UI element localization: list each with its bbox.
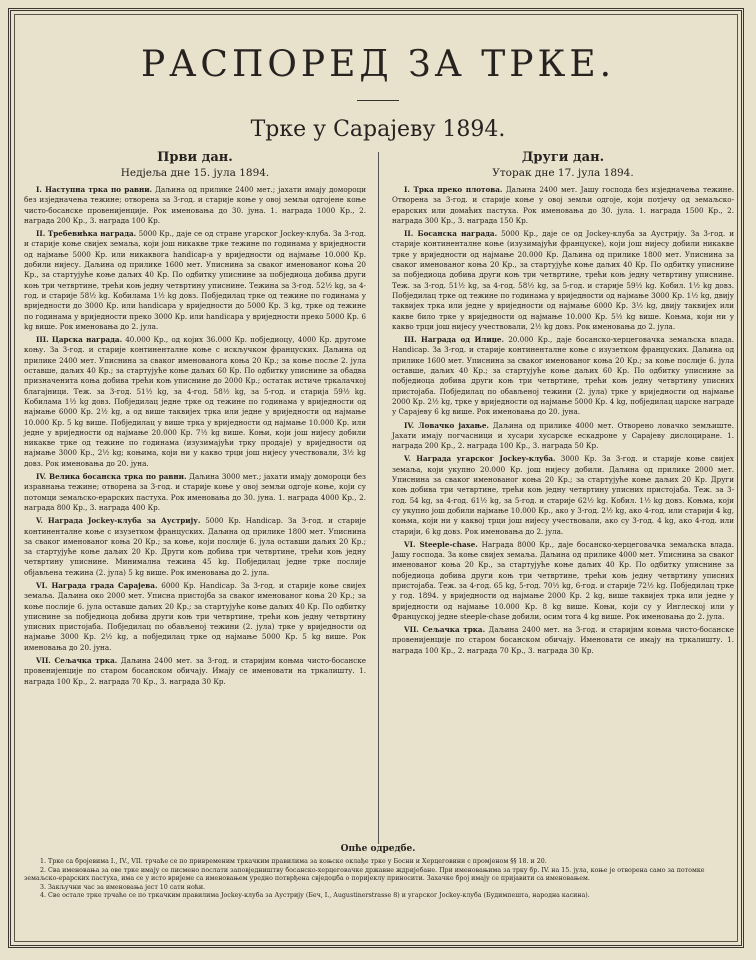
race-text: 6000 Кр. Handicap. За 3-год. и старије коње свијех земаља. Даљина око 2000 мет. Уписна пристојба за сваког именованог коња 20 Кр.; за коње послије 6. јула оставше даљих 20 Кр.; за стартујуће коње даљих 40 Кр. По одбитку уписнине за побједиоца добива други коњ три четвртине, трећи коњ једну четвртину уписних пристојаба. Побједилац по обављеној тежини (2. јула) трке у вриједности од најмање 3000 Кр. 2½ kg, а побједилац трке од најмање 5000 Кр. 5 kg више. Рок именовања до 20. јуна. bbox=[24, 580, 366, 652]
race-entry bbox=[392, 540, 734, 622]
race-entry bbox=[392, 229, 734, 332]
race-entry bbox=[24, 516, 366, 578]
race-entry bbox=[24, 229, 366, 332]
race-text: 3000 Кр. За 3-год. и старије коње свијех земаља, који укупно 20.000 Кр. још нијесу добили. Даљина од прилике 2000 мет. Уписнина за сваког именованог коња 20 Кр.; за стартујуће коње даљих 20 Кр. Други коњ добива три четвртине, трећи коњ једну четвртину уписних пристојаба. Теж. за 3-год. 54 kg, за 4-год. 61½ kg, за 5-год. и старије 62½ kg. Кобил. 1½ kg довз. Коњма, који су укупно још добили најмање 10.000 Кр., ако у 3-год. 2½ kg, ако 4-год. или старији 4 kg, коњма, који ни у каквој трци још нијесу учествовали, ако су 3-год. 4 kg, ако 4-год. или старији, 6 kg довз. Рок именовања до 2. јула. bbox=[392, 454, 734, 536]
page-title: РАСПОРЕД ЗА ТРКЕ. bbox=[140, 44, 616, 85]
race-text: Даљина 2400 мет. на 3-год. и старијим коњма чисто-босанске провенијенције по старом босанском обичају. Именовати се имају на тркалишту. 1. награда 100 Кр., 2. награда 70 Кр., 3. награда 30 Кр. bbox=[392, 625, 734, 655]
race-text: Награда 8000 Кр., даје босанско-херцеговачка земаљска влада. Јашу господа. За коње свијех земаља. Даљина од прилике 4000 мет. Уписнина за сваког именованог коња 20 Кр., за стартујуће коње даљих 40 Кр. По одбитку уписнине за побједиоца добива други коњ три четвртине, трећи коњ једну четвртину уписних пристојаба. Теж. за 4-год. 65 kg, 5-год. 70½ kg, 6-год. и старије 72½ kg. Побједилац трке у год. 1894. у вриједности од најмање 2000 Кр. 2 kg, више таквијех трка или једне у вриједности од најмање 10.000 Кр. 8 kg више. Коњи, који су у Инглеској или у Француској једне steeple-chase добили, осим тога 4 kg више. Рок именовања до 2. јула. bbox=[392, 539, 734, 621]
provision-item: 3. Закључни час за именовања јест 10 сати ноћи. bbox=[40, 883, 206, 891]
race-entry bbox=[392, 335, 734, 417]
provision-item: 2. Сва именовања за ове трке имају се писмено послати заповједништву босанско-херцеговачке државне ждријебане. При именовањима за трку бр. IV. на 15. јула, коње је отворена само за потомке земаљско-ерарских пастуха, има се у исто вријеме са именовањем уредно потврђена свједоџба о поријеклу приносити. Захачке број имају се пријавити са именовањем. bbox=[24, 866, 705, 883]
title-divider bbox=[357, 100, 399, 101]
race-text: 40.000 Кр., од којих 36.000 Кр. побједиоцу, 4000 Кр. другоме коњу. За 3-год. и старије континенталне коње с искључком француских. Даљина од прилике 2400 мет. Уписнина за сваког именованога коња 20 Кр.; за коње посље 2. јула оставше, даљих 40 Кр.; за стартујуће коње даљих 60 Кр. По одбитку уписнине за обадва призначенита коња добива трећи коњ уписнине до 2000 Кр.; остатак истиче тркалачкој благајници. Теж. за 3-год. 51½ kg, за 4-год. 58½ kg, за 5-год. и старија 59½ kg. Кобилама 1½ kg довз. Побједилац једне трке од тежине по годинама у вриједности од најмање 6000 Кр. 2½ kg, а од више таквијех трка или једне у вриједности од најмање 10.000 Кр. 5 kg више. Побједилац у више трка у вриједности од најмање 10.000 Кр. или једне у вриједности од најмање 20.000 Кр. 7½ kg више. Коњи, који још нијесу добили никакве трке од тежине по годинама (изузимајући трку продаје) у вриједности од најмање 3000 Кр., 2½ kg; коњима, који ни у какво трци још нијесу учествовали, 3½ kg довз. Рок именовања до 20. јуна. bbox=[24, 335, 366, 468]
general-provisions-heading: Опће одредбе. bbox=[340, 844, 416, 854]
page-subtitle: Трке у Сарајеву 1894. bbox=[250, 117, 506, 142]
race-title: VI. Steeple-chase. bbox=[404, 539, 478, 549]
race-title: II. Требевићка награда. bbox=[36, 229, 137, 239]
race-text: Даљина 2400 мет. Јашу господа без изједначења тежине. Отворена за 3-год. и старије коње у овој земљи одгоје, који потјечу од земаљско-ерарских или домаћих пастуха. Рок именовања до 30. јула. 1. награда 1500 Кр., 2. награда 300 Кр., 3. награда 150 Кр. bbox=[392, 185, 734, 225]
race-title: VII. Сељачка трка. bbox=[404, 625, 486, 635]
race-text: Даљина 3000 мет.; јахати имају домороци без изравнања тежине; отворена за 3-год. и старије коње у овој земљи одгоје коње, који су потомци земаљско-ерарских пастуха. Рок именовања до 30. јуна. 1. награда 4000 Кр., 2. награда 800 Кр., 3. награда 400 Кр. bbox=[24, 472, 366, 512]
general-provisions bbox=[24, 858, 732, 901]
day1-date: Недјеља дне 15. јула 1894. bbox=[120, 167, 270, 179]
race-entry bbox=[24, 335, 366, 469]
race-title: V. Награда Jockey-клуба за Аустрију. bbox=[36, 516, 201, 526]
race-text: Даљина од прилике 4000 мет. Отворено ловачко земљиште. Јахати имају погчасници и хусари хусарске ескадроне у Сарајеву дислоциране. 1. награда 200 Кр., 2. награда 100 Кр., 3. награда 50 Кр. bbox=[392, 420, 734, 451]
day2-date: Уторак дне 17. јула 1894. bbox=[492, 167, 634, 179]
race-entry bbox=[24, 472, 366, 513]
race-title: III. Царска награда. bbox=[36, 335, 123, 345]
day2-heading: Други дан. bbox=[521, 150, 605, 165]
race-entry bbox=[392, 421, 734, 452]
race-title: VI. Награда града Сарајева. bbox=[36, 580, 158, 590]
column-divider bbox=[378, 152, 379, 844]
race-title: I. Наступна трка по равни. bbox=[36, 185, 153, 194]
race-text: 5000 Кр. Handicap. За 3-год. и старије континенталне коње с изузетком француских. Даљина од прилике 1800 мет. Уписнина за сваког именованог коња 20 Кр.; за коње, који послије 6. јула оставши даљих 20 Кр.; за стартујуће коње даљих 20 Кр. Други коњ добива три четвртине, трећи коњ једну четвртину уписнине. Минимална тежина 45 kg. Побједилац једне трке послије објављена тежина (2. јула) 5 kg више. Рок именовања до 2. јула. bbox=[24, 516, 366, 577]
race-title: IV. Велика босанска трка по равни. bbox=[36, 472, 187, 482]
race-text: Даљина 2400 мет. за 3-год. и старијим коњма чисто-босанске провенијенције по старом босанском обичају. Имају се именовати на тркалишту. 1. награда 100 Кр., 2. награда 70 Кр., 3. награда 30 Кр. bbox=[24, 656, 367, 686]
race-entry bbox=[392, 625, 734, 656]
race-title: I. Трка преко плотова. bbox=[404, 185, 503, 194]
provision-item: 4. Све остале трке трчаће се по тркачким правилима Jockey-клуба за Аустрију (Беч, I., Augustinerstrasse 8) и угарског Jockey-клуба (Будимпешта, народна касина). bbox=[40, 892, 590, 900]
day1-column bbox=[24, 150, 366, 690]
race-title: II. Босанска награда. bbox=[404, 229, 498, 239]
race-title: VII. Сељачка трка. bbox=[36, 656, 118, 666]
race-entry bbox=[392, 185, 734, 226]
race-text: Даљина од прилике 2400 мет.; јахати имају домороци без изједначења тежине; отворена за 3-год. и старије коње у овој земљи одгојене коње чисто-босанске провенијенције. Рок именовања до 30. јуна. 1. награда 1000 Кр., 2. награда 200 Кр., 3. награда 100 Кр. bbox=[24, 185, 366, 225]
race-entry bbox=[24, 581, 366, 653]
race-text: 5000 Кр., даје се од стране угарског Jockey-клуба. За 3-год. и старије коње свијех земаља, који још никакве трке тежине по годинама у вриједности од најмање 5000 Кр. или никаквога handicap-a у вриједности од најмање 10.000 Кр. добили нијесу. Даљина од прилике 1600 мет. Уписнина за сваког именованог коња 20 Кр., за стартујуће коње даљих 40 Кр. По одбитку уписнине за побједиоца добива други коњ три четвртине, трећи коњ једну четвртину уписнине. Тежина за 3-год. 52½ kg, за 4-год. и старије 58½ kg. Кобилама 1½ kg довз. Побједилац трке од тежине по годинама у вриједности до 3000 Кр. или handicapa у вриједности до 5000 Кр. 3 kg, трке од тежине по годинама у вриједности преко 3000 Кр. или handicapa у вриједности преко 5000 Кр. 6 kg више. Рок именовања до 2. јула. bbox=[24, 229, 366, 331]
race-title: III. Награда од Илиџе. bbox=[404, 335, 504, 345]
race-entry bbox=[392, 454, 734, 536]
race-entry bbox=[24, 656, 366, 687]
day2-column bbox=[392, 150, 734, 659]
race-entry bbox=[24, 185, 366, 226]
race-text: 20.000 Кр., даје босанско-херцеговачка земаљска влада. Handicap. За 3-год. и старије континенталне коње с изузетком француских. Даљина од прилике 1600 мет. Уписнина за сваког именованог коња 20 Кр.; за коње послије 6. јула оставше, даљих 40 Кр.; за стартујуће коње даљих 60 Кр. По одбитку уписнине за побједиоца добива други коњ три четвртине, трећи коњ једну четвртину уписних пристојаба. Побједилац по обављеној тежини (2. јула) трке у вриједности од најмање 2000 Кр. 2½ kg, трке у вриједности од најмање 5000 Кр. 4 kg, побједилац царске награде у Сарајеву 6 kg више. Рок именовања до 20. јуна. bbox=[392, 335, 734, 417]
provision-item: 1. Трке са бројевима I., IV., VII. трчаће се по привременим тркачким правилима за коњске оклађе трке у Босни и Херцеговини с промјеном §§ 18. и 20. bbox=[40, 858, 547, 865]
race-title: V. Награда угарског Jockey-клуба. bbox=[404, 454, 556, 464]
race-text: 5000 Кр., даје се од Jockey-клуба за Аустрију. За 3-год. и старије континенталне коње (изузимајући француске), који још нијесу добили никакве трке у вриједности од најмање 20.000 Кр. Даљина од прилике 1800 мет. Уписнина за сваког именованог коња 20 Кр., за стартујуће коње даљих 40 Кр. По одбитку уписнине за побједиоца добива други коњ три четвртине, трећи коњ једну четвртину уписнине. Теж. за 3-год. 51½ kg, за 4-год. 58½ kg, за 5-год. и старије 59½ kg. Кобил. 1½ kg довз. Побједилац трке од тежине по годинама у вриједности од најмање 3000 Кр. 1½ kg, двију таквијех трка или једне у вриједности од најмање 6000 Кр. 3½ kg, двију таквијех или какве било трке у вриједности од најмање 10.000 Кр. 5½ kg више. Коњма, који ни у какво трци још нијесу учествовали, 2½ kg довз. Рок именовања до 2. јула. bbox=[392, 229, 735, 331]
day1-heading: Први дан. bbox=[157, 150, 233, 165]
race-title: IV. Ловачко јахање. bbox=[404, 420, 489, 430]
